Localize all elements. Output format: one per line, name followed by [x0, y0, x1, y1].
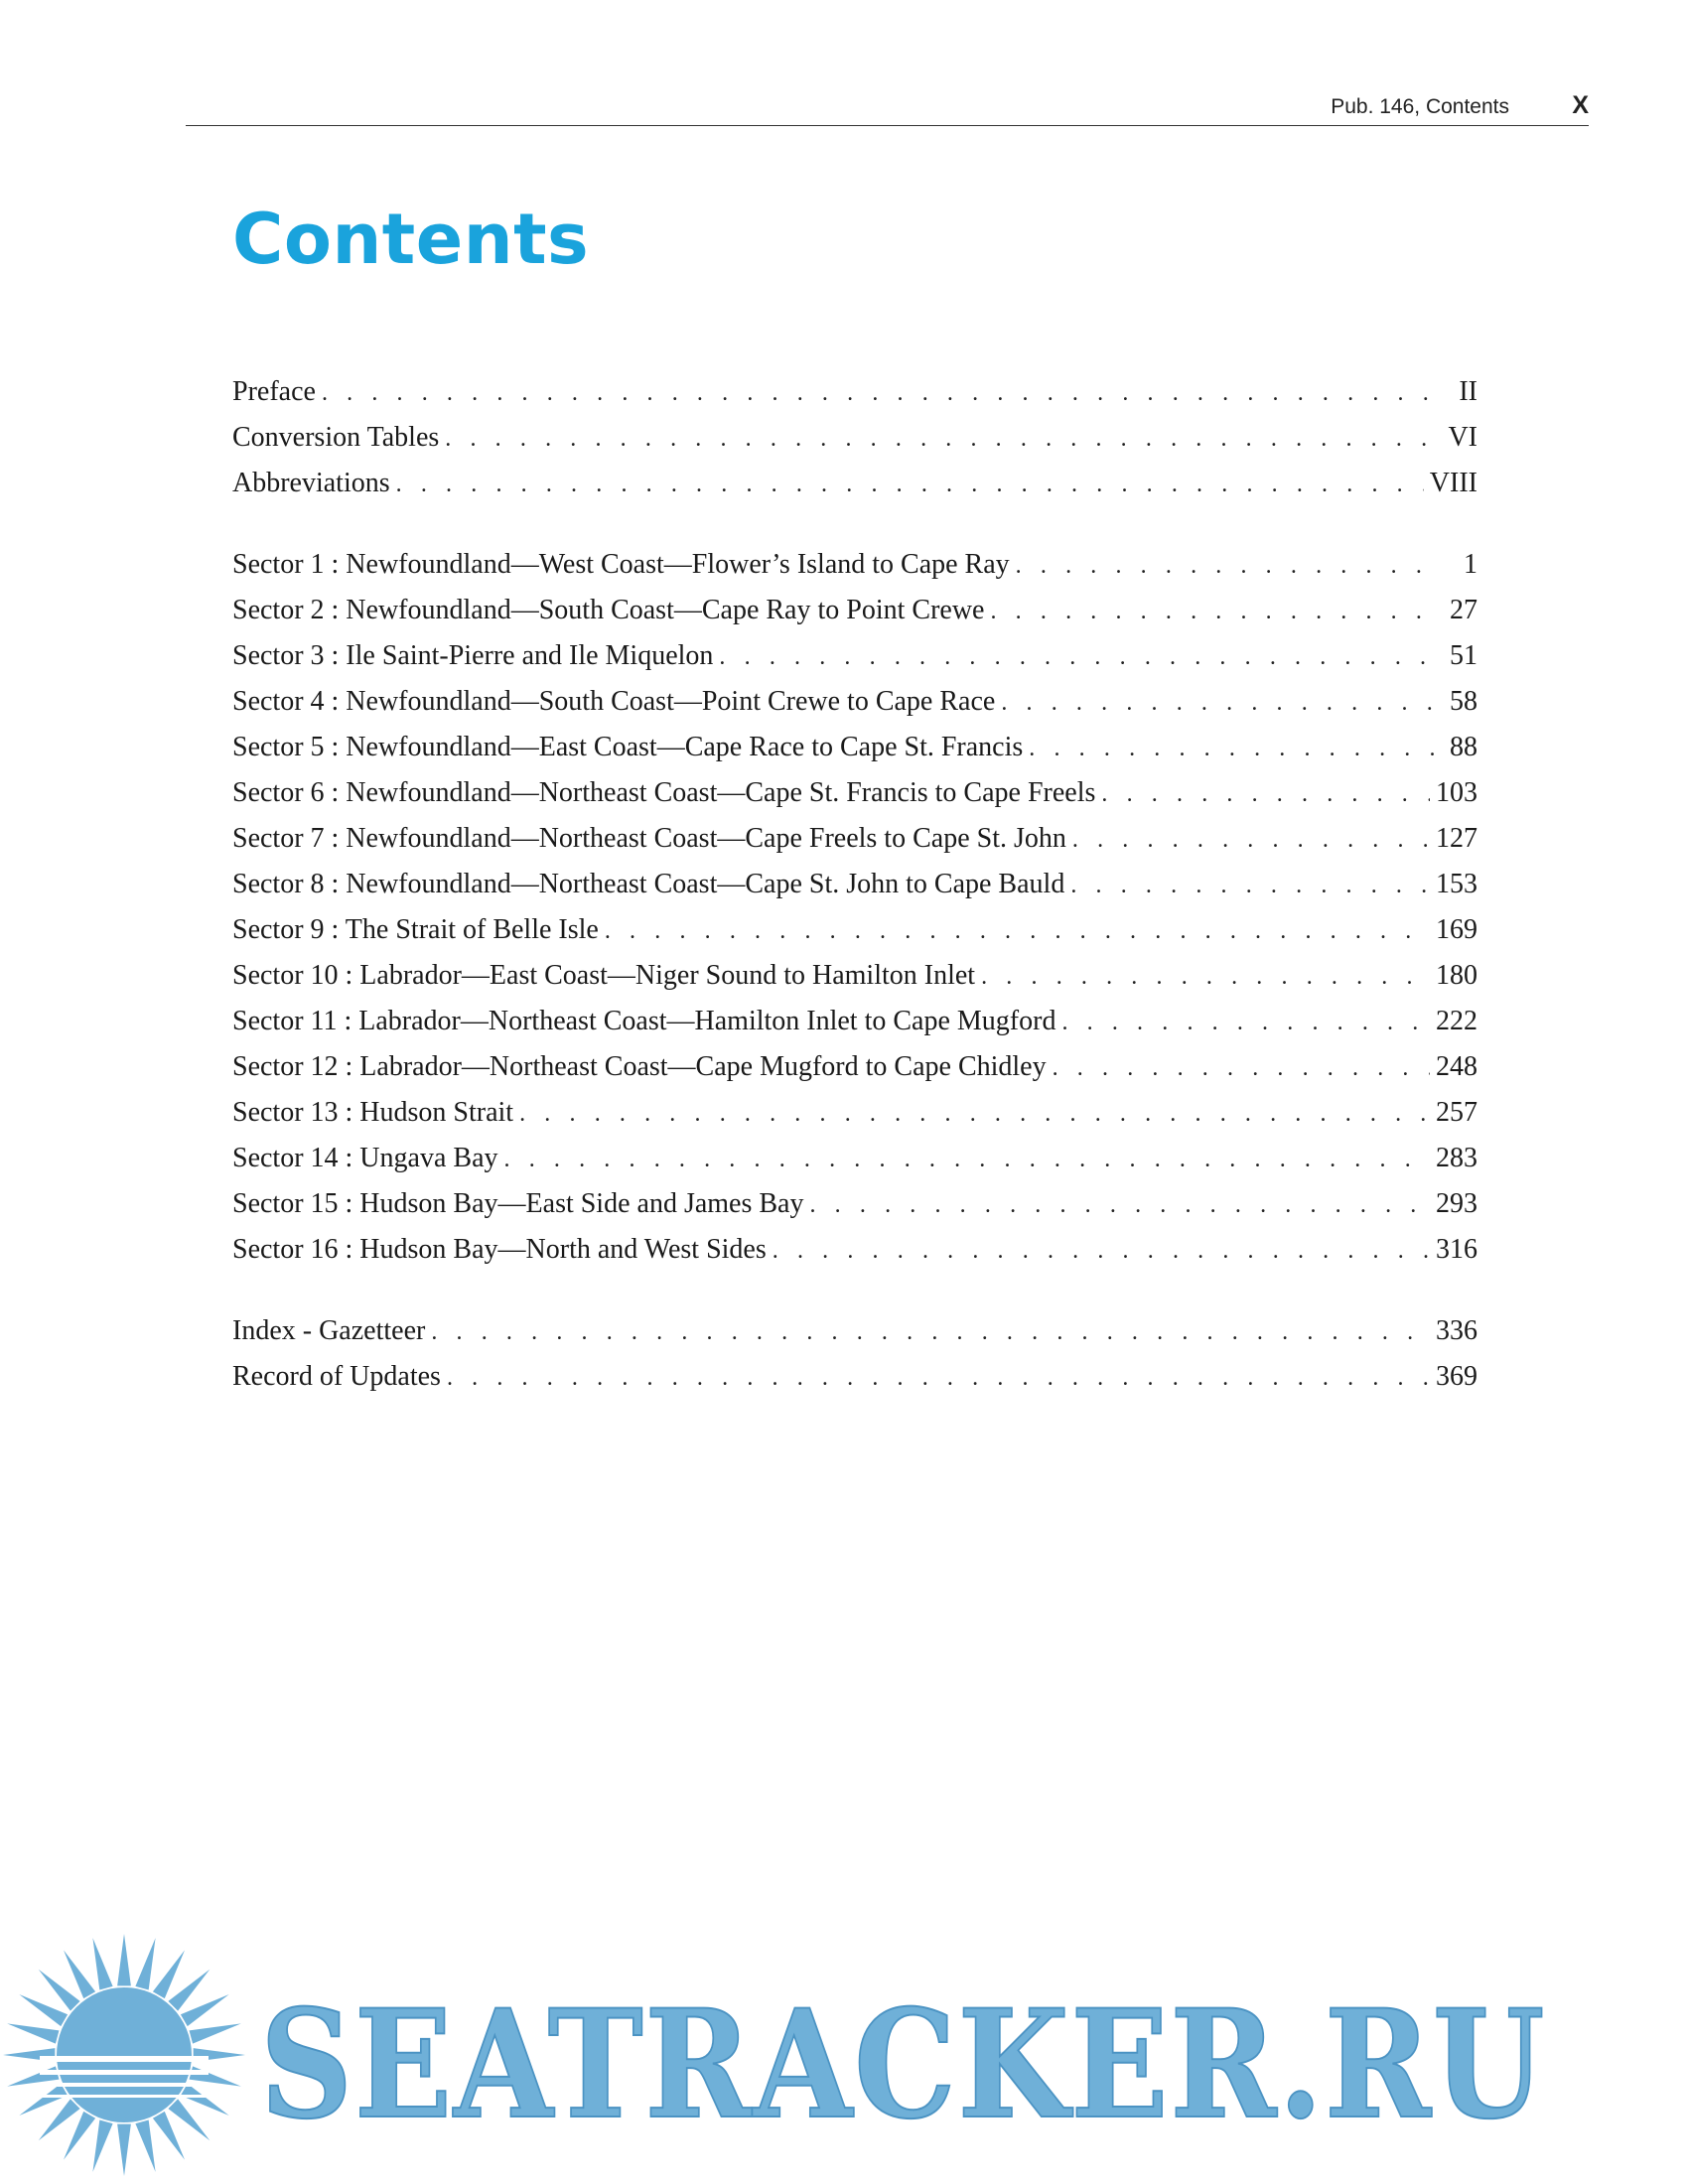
sun-ray [64, 2112, 95, 2160]
dot-leader [519, 1091, 1430, 1137]
toc-entry-label: Sector 9 : The Strait of Belle Isle [232, 914, 599, 945]
toc-entry-label: Sector 8 : Newfoundland—Northeast Coast—Cape St. John to Cape Bauld [232, 869, 1065, 899]
toc-entry-label: Sector 1 : Newfoundland—West Coast—Flower’s Island to Cape Ray [232, 549, 1010, 580]
toc-entry-label: Sector 2 : Newfoundland—South Coast—Cape Ray to Point Crewe [232, 595, 985, 625]
toc-entry-label: Preface [232, 376, 316, 407]
toc-entry-label: Sector 14 : Ungava Bay [232, 1143, 498, 1173]
toc-entry-label: Sector 13 : Hudson Strait [232, 1097, 514, 1128]
toc-entry-label: Sector 16 : Hudson Bay—North and West Sides [232, 1234, 767, 1265]
toc-entry[interactable] [232, 633, 1477, 679]
toc-entry-label: Sector 5 : Newfoundland—East Coast—Cape Race to Cape St. Francis [232, 732, 1024, 762]
dot-leader [1053, 1045, 1430, 1091]
dot-leader [1001, 680, 1442, 726]
toc-entry-page: VI [1448, 422, 1477, 453]
toc-entry-label: Sector 7 : Newfoundland—Northeast Coast—Cape Freels to Cape St. John [232, 823, 1066, 854]
toc-entry-page: 316 [1436, 1234, 1477, 1265]
running-title: Pub. 146, Contents [1331, 95, 1509, 118]
dot-leader [1061, 1000, 1430, 1045]
sun-ray [135, 2120, 155, 2172]
toc-entry[interactable] [232, 1090, 1477, 1136]
sun-ray [117, 1934, 131, 1985]
toc-entry[interactable] [232, 679, 1477, 725]
toc-entry[interactable] [232, 1181, 1477, 1227]
toc-entry[interactable] [232, 1227, 1477, 1273]
toc-entry[interactable] [232, 1044, 1477, 1090]
toc-entry-page: 169 [1436, 914, 1477, 945]
toc-entry-page: 369 [1436, 1361, 1477, 1392]
watermark [0, 1931, 1688, 2184]
toc-front-matter [232, 369, 1477, 506]
toc-entry-label: Abbreviations [232, 468, 390, 498]
toc-entry-page: 257 [1436, 1097, 1477, 1128]
toc-entry[interactable] [232, 862, 1477, 907]
toc-entry-label: Sector 4 : Newfoundland—South Coast—Point Crewe to Cape Race [232, 686, 996, 717]
page-number: X [1572, 91, 1589, 119]
toc-entry[interactable] [232, 1136, 1477, 1181]
dot-leader [773, 1228, 1430, 1274]
toc-entry-page: 27 [1450, 595, 1477, 625]
sun-ray [19, 1994, 68, 2026]
toc-entry-label: Conversion Tables [232, 422, 440, 453]
dot-leader [605, 908, 1430, 954]
toc-entry[interactable] [232, 907, 1477, 953]
toc-entry-page: 153 [1436, 869, 1477, 899]
page-title: Contents [232, 199, 590, 280]
toc-entry[interactable] [232, 999, 1477, 1044]
toc-entry-page: 283 [1436, 1143, 1477, 1173]
sun-ray [135, 1938, 155, 1989]
sun-logo-icon [0, 1931, 248, 2179]
toc-entry-label: Index - Gazetteer [232, 1315, 426, 1346]
dot-leader [1070, 863, 1430, 908]
toc-entry-page: 58 [1450, 686, 1477, 717]
toc-sectors [232, 542, 1477, 1273]
toc-entry[interactable] [232, 816, 1477, 862]
dot-leader [981, 954, 1430, 1000]
dot-leader [1072, 817, 1430, 863]
toc-entry-page: 180 [1436, 960, 1477, 991]
toc-entry-page: 127 [1436, 823, 1477, 854]
toc-entry[interactable] [232, 770, 1477, 816]
sun-ray [168, 1970, 210, 2011]
toc-entry-label: Record of Updates [232, 1361, 441, 1392]
toc-entry-page: VIII [1429, 468, 1477, 498]
dot-leader [322, 370, 1442, 416]
toc-entry-page: 1 [1464, 549, 1477, 580]
toc-entry-label: Sector 12 : Labrador—Northeast Coast—Cape Mugford to Cape Chidley [232, 1051, 1047, 1082]
toc-entry-page: 222 [1436, 1006, 1477, 1036]
toc-back-matter [232, 1308, 1477, 1400]
dot-leader [504, 1137, 1431, 1182]
toc-entry[interactable] [232, 953, 1477, 999]
toc-entry-page: II [1459, 376, 1477, 407]
dot-leader [809, 1182, 1430, 1228]
sun-ray [153, 2112, 185, 2160]
sun-ray [153, 1950, 185, 1998]
toc-entry[interactable] [232, 1308, 1477, 1354]
sun-ray [168, 2099, 210, 2140]
sun-ray [64, 1950, 95, 1998]
toc-entry-page: 336 [1436, 1315, 1477, 1346]
toc-entry-page: 51 [1450, 640, 1477, 671]
dot-leader [1029, 726, 1442, 771]
toc-entry[interactable] [232, 725, 1477, 770]
toc-entry-page: 103 [1436, 777, 1477, 808]
toc-entry-page: 248 [1436, 1051, 1477, 1082]
sun-ray [190, 2023, 241, 2043]
dot-leader [719, 634, 1442, 680]
dot-leader [447, 1355, 1430, 1401]
toc-entry[interactable] [232, 461, 1477, 506]
toc-entry-page: 88 [1450, 732, 1477, 762]
sun-ray [39, 1970, 80, 2011]
sun-ray [181, 2084, 229, 2116]
dot-leader [990, 589, 1442, 634]
toc-entry-label: Sector 10 : Labrador—East Coast—Niger Sound to Hamilton Inlet [232, 960, 976, 991]
sun-ray [181, 1994, 229, 2026]
toc-entry-label: Sector 6 : Newfoundland—Northeast Coast—Cape St. Francis to Cape Freels [232, 777, 1096, 808]
watermark-text: SEATRACKER.RU [260, 1978, 1547, 2152]
running-header [186, 91, 1589, 126]
dot-leader [445, 416, 1442, 462]
sun-ray [39, 2099, 80, 2140]
toc-entry[interactable] [232, 369, 1477, 415]
dot-leader [1016, 543, 1442, 589]
toc-entry-label: Sector 11 : Labrador—Northeast Coast—Hamilton Inlet to Cape Mugford [232, 1006, 1056, 1036]
toc-entry[interactable] [232, 415, 1477, 461]
toc-entry-label: Sector 15 : Hudson Bay—East Side and James Bay [232, 1188, 804, 1219]
toc-entry[interactable] [232, 542, 1477, 588]
sun-ray [92, 1938, 112, 1989]
sun-ray [7, 2023, 59, 2043]
sun-ray [19, 2084, 68, 2116]
toc-entry[interactable] [232, 588, 1477, 633]
table-of-contents [232, 369, 1477, 1400]
toc-entry-label: Sector 3 : Ile Saint-Pierre and Ile Miquelon [232, 640, 714, 671]
toc-entry[interactable] [232, 1354, 1477, 1400]
sun-ray [117, 2124, 131, 2176]
toc-entry-page: 293 [1436, 1188, 1477, 1219]
dot-leader [1101, 771, 1430, 817]
dot-leader [431, 1309, 1430, 1355]
sun-ray [92, 2120, 112, 2172]
dot-leader [396, 462, 1424, 507]
